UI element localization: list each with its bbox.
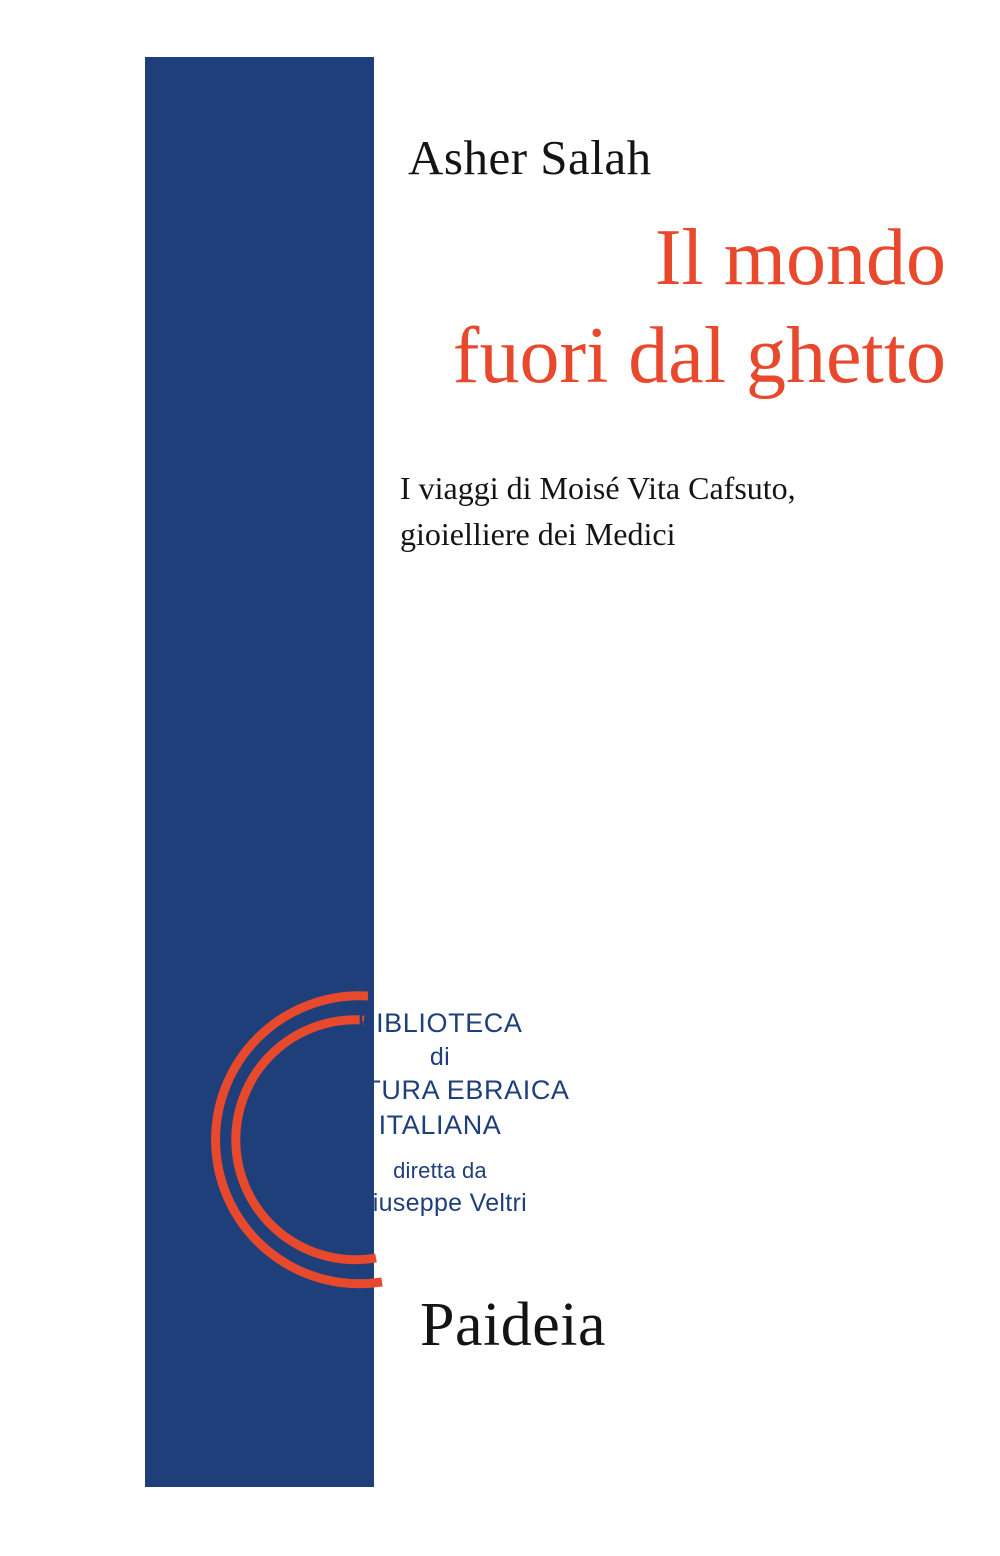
book-title bbox=[306, 210, 946, 405]
series-line-4: ITALIANA bbox=[378, 1109, 502, 1140]
series-logo bbox=[150, 990, 570, 1290]
book-title-line-1: Il mondo bbox=[654, 214, 946, 302]
book-subtitle bbox=[400, 465, 960, 558]
series-line-3: CULTURA EBRAICA bbox=[310, 1075, 570, 1106]
series-text-block bbox=[310, 1006, 570, 1220]
book-subtitle-line-1: I viaggi di Moisé Vita Cafsuto, bbox=[400, 470, 796, 506]
series-line-2: di bbox=[429, 1042, 451, 1071]
book-title-line-2: fuori dal ghetto bbox=[452, 311, 946, 400]
book-subtitle-line-2: gioielliere dei Medici bbox=[400, 516, 676, 553]
series-line-5: diretta da bbox=[393, 1158, 487, 1184]
publisher-name: Paideia bbox=[420, 1291, 606, 1359]
author-name: Asher Salah bbox=[408, 130, 652, 185]
series-editor-name: Giuseppe Veltri bbox=[352, 1189, 528, 1218]
series-line-1: BIBLIOTECA bbox=[357, 1008, 523, 1038]
